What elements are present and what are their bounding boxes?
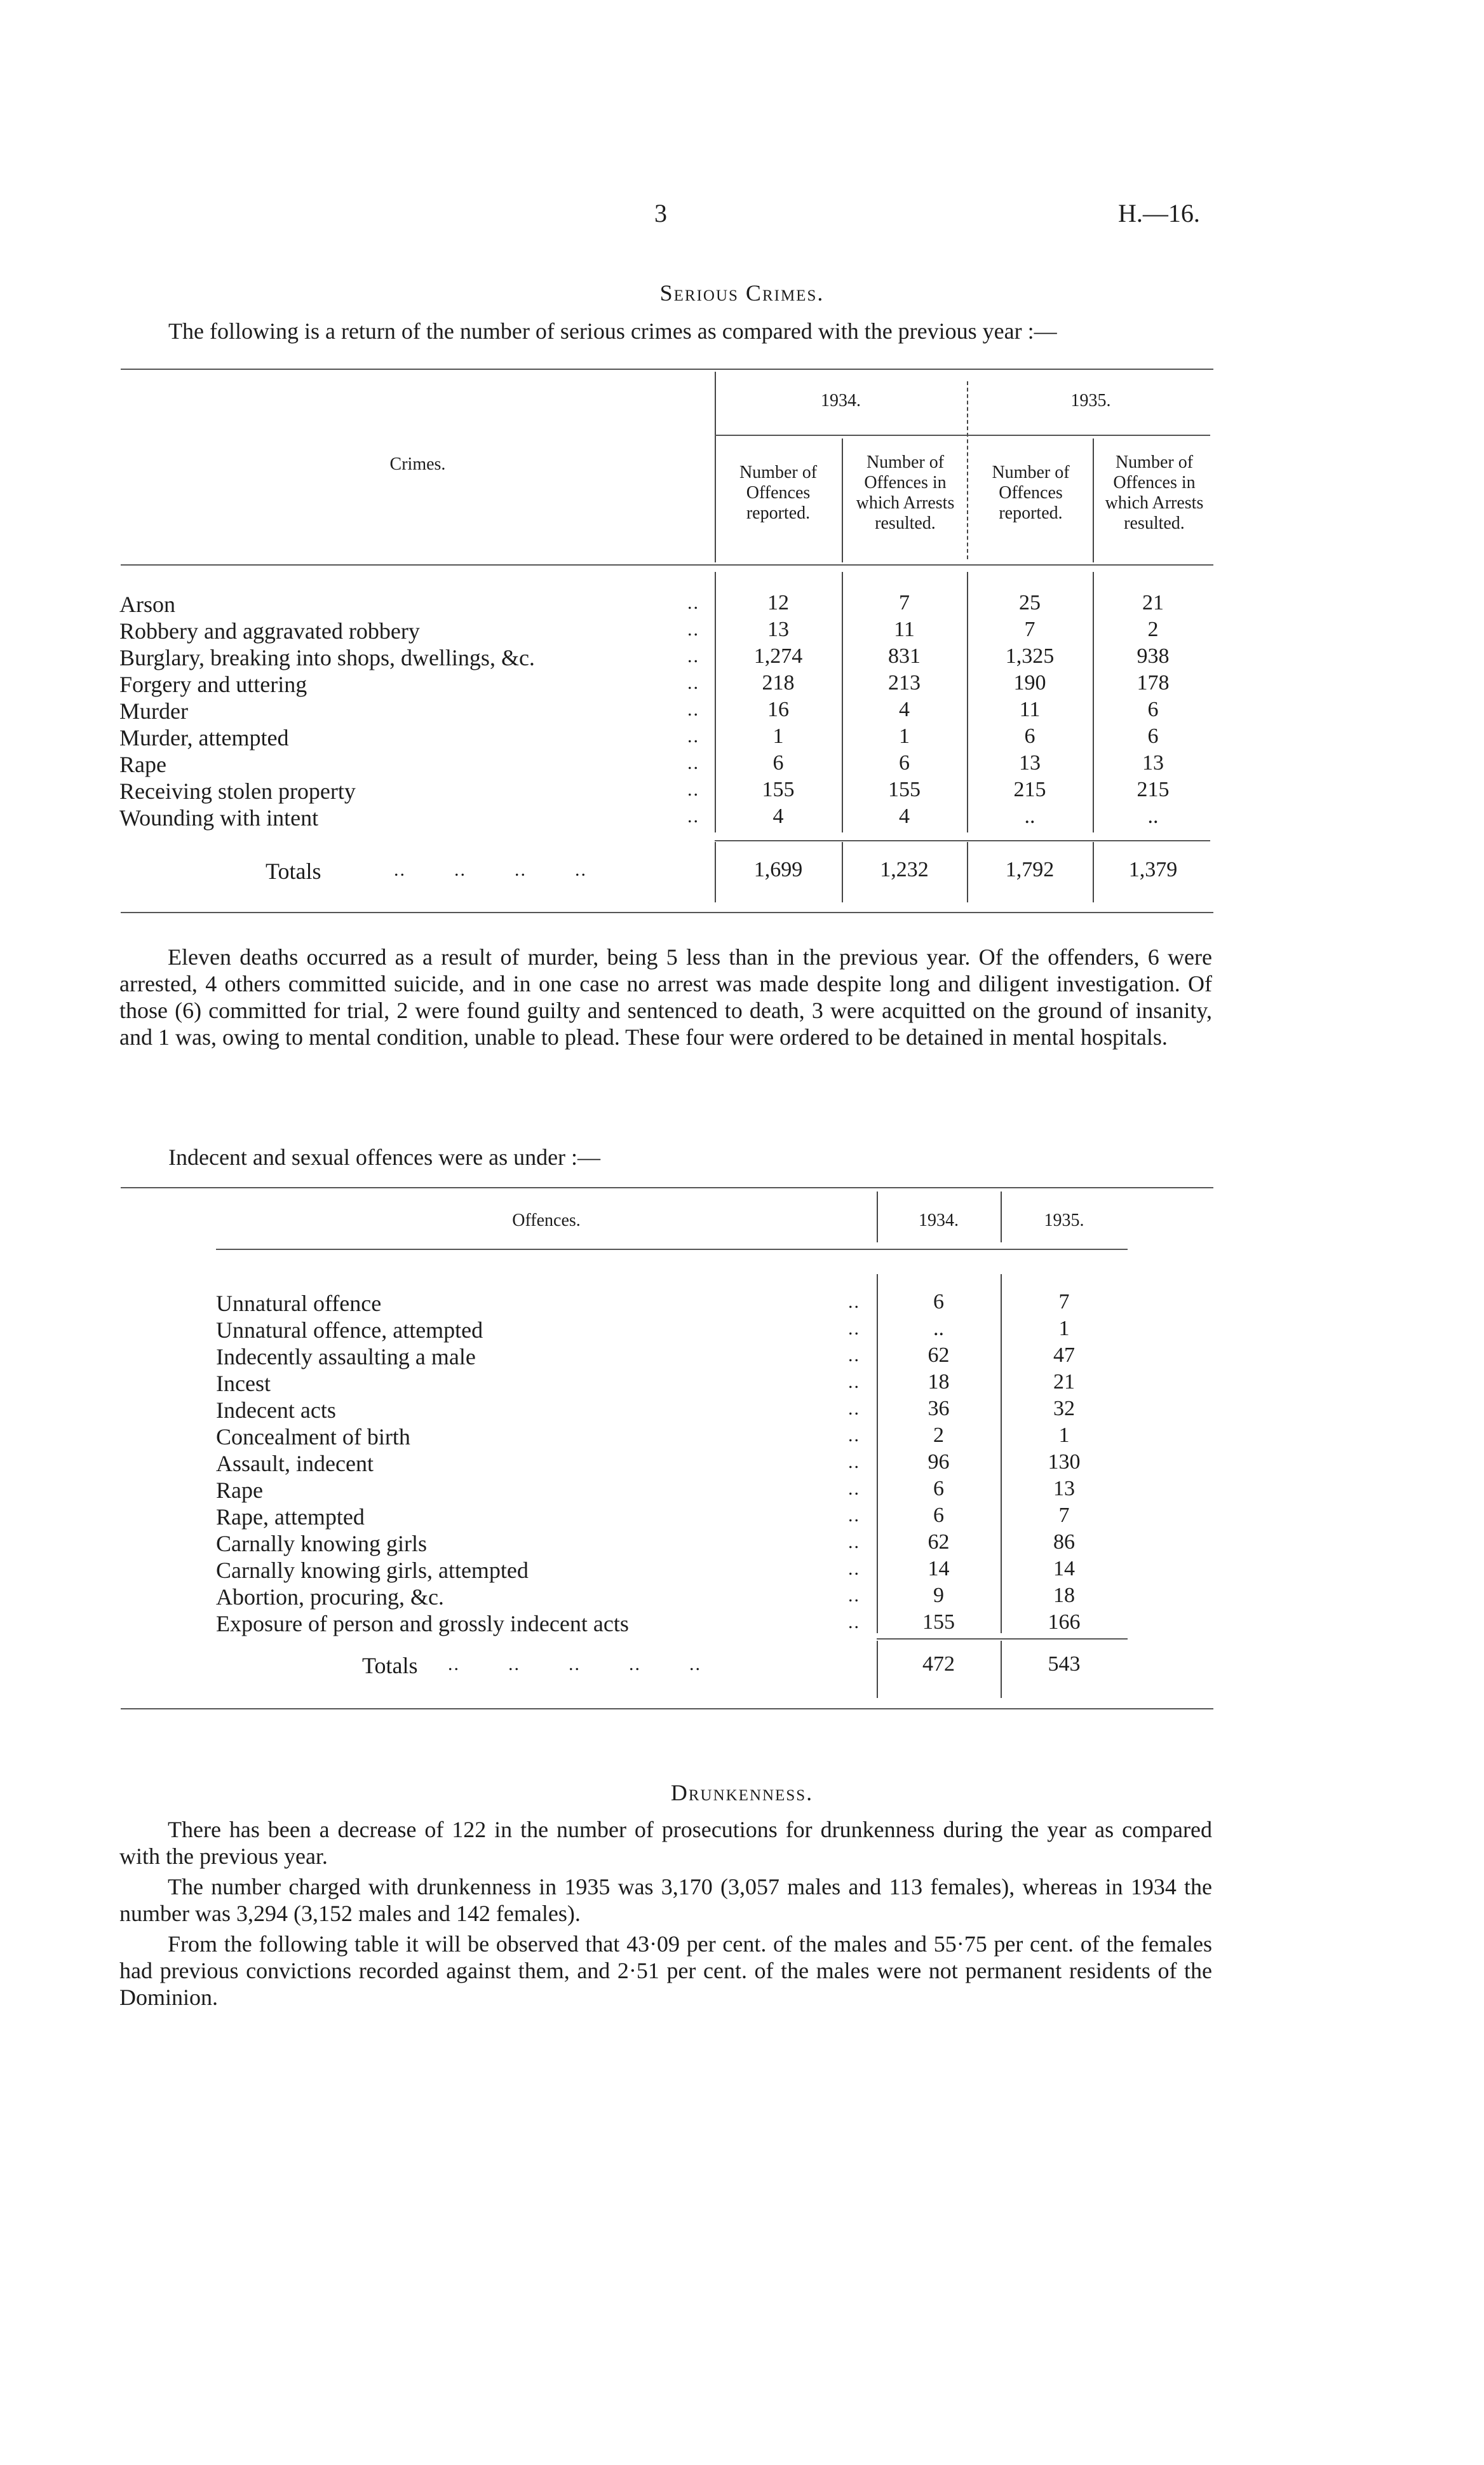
crime-label: Murder [119,698,188,724]
leader-dots: .. [848,1478,860,1499]
crime-value: 190 [1013,671,1046,695]
crime-value: 11 [1019,698,1041,721]
col-header-reported-1934: Number of Offences reported. [739,463,818,523]
crime-value: 6 [772,751,784,775]
offence-value: 6 [933,1504,944,1527]
col-header-1935: 1935. [1044,1211,1084,1230]
leader-dots: .. [687,699,699,720]
crime-value: 4 [899,805,910,828]
year-rule [715,435,1210,436]
col-divider [877,1192,878,1242]
section-title-serious-crimes: Serious Crimes. [659,280,825,306]
drunkenness-paragraphs [119,1816,1212,2011]
table-top-rule [121,369,1213,370]
offence-value: 7 [1058,1504,1070,1527]
crime-label: Burglary, breaking into shops, dwellings, &c. [119,645,535,670]
crime-value: .. [1147,805,1159,828]
offence-label: Unnatural offence, attempted [216,1317,483,1343]
crime-value: 2 [1147,618,1159,641]
leader-dots: .. [687,726,699,747]
crime-value: 213 [888,671,921,695]
offence-value: 1 [1058,1317,1070,1340]
offence-value: 13 [1053,1477,1075,1500]
offence-label: Assault, indecent [216,1451,374,1476]
leader-dots: .. [848,1371,860,1392]
col-header-crimes: Crimes. [389,454,446,474]
total-value: 543 [1048,1652,1081,1676]
drunkenness-p3: From the following table it will be observed that 43·09 per cent. of the males and 55·75 per cent. of the females had previous convictions recorded against them, and 2·51 per cent. of the males were not permanent residents of the Dominion. [119,1931,1212,2010]
offence-value: 14 [1053,1557,1075,1580]
crime-value: 1 [772,724,784,748]
offence-value: 21 [1053,1370,1075,1394]
header-bottom-rule [216,1249,1128,1250]
offence-label: Indecently assaulting a male [216,1344,476,1369]
offence-label: Exposure of person and grossly indecent acts [216,1611,629,1636]
offence-value: 86 [1053,1530,1075,1554]
crime-value: 21 [1142,591,1164,615]
total-value: 472 [922,1652,955,1676]
offence-value: 62 [928,1530,950,1554]
crime-value: 16 [767,698,789,721]
crime-value: 13 [1019,751,1041,775]
crime-label: Arson [119,592,175,617]
crime-value: 215 [1013,778,1046,801]
totals-rule [715,840,1210,841]
crime-label: Rape [119,752,166,777]
leader-dots: .. [848,1398,860,1419]
offence-value: 18 [1053,1584,1075,1607]
table-top-rule [121,1187,1213,1188]
crime-value: 4 [772,805,784,828]
crime-value: 25 [1019,591,1041,615]
offence-label: Indecent acts [216,1397,336,1423]
offence-label: Concealment of birth [216,1424,410,1450]
offence-label: Abortion, procuring, &c. [216,1584,444,1610]
leader-dots: .. [687,646,699,667]
crime-value: 13 [767,618,789,641]
leader-dots: .. [848,1318,860,1339]
leader-dots: .. .. .. .. .. [448,1654,701,1674]
section-title-drunkenness: Drunkenness. [670,1780,814,1805]
offence-value: .. [933,1317,944,1340]
leader-dots: .. [687,752,699,773]
offence-value: 96 [928,1450,950,1474]
crime-value: .. [1024,805,1035,828]
leader-dots: .. [687,672,699,693]
page-number: 3 [654,199,667,227]
table-bottom-rule [121,912,1213,913]
crime-value: 7 [899,591,910,615]
murder-paragraph: Eleven deaths occurred as a result of murder, being 5 less than in the previous year. Of the offenders, 6 were arrested, 4 others committed suicide, and in one case no arrest was made despite long and diligent investigation. Of those (6) committed for trial, 2 were found guilty and sentenced to death, 3 were acquitted on the ground of insanity, and 1 was, owing to mental condition, unable to plead. These four were ordered to be detained in mental hospitals. [119,944,1212,1050]
leader-dots: .. [848,1505,860,1526]
offence-label: Rape [216,1477,263,1503]
crime-value: 178 [1137,671,1170,695]
total-value: 1,232 [880,858,929,881]
leader-dots: .. [687,779,699,800]
serious-intro: The following is a return of the number of serious crimes as compared with the previous year :— [168,318,1057,344]
crime-value: 6 [1147,724,1159,748]
offence-value: 1 [1058,1423,1070,1447]
crime-value: 155 [888,778,921,801]
col-header-arrests-1934: Number of Offences in which Arrests resulted. [856,452,955,533]
leader-dots: .. [848,1451,860,1472]
leader-dots: .. [848,1612,860,1633]
crime-value: 1 [899,724,910,748]
offence-value: 47 [1053,1343,1075,1367]
leader-dots: .. [848,1531,860,1552]
col-header-offences: Offences. [512,1211,581,1230]
offence-value: 36 [928,1397,950,1420]
total-value: 1,699 [753,858,803,881]
drunkenness-p1: There has been a decrease of 122 in the number of prosecutions for drunkenness during the year as compared with the previous year. [119,1817,1212,1869]
offence-label: Carnally knowing girls [216,1531,427,1556]
totals-label: Totals [266,859,321,884]
col-header-1934: 1934. [919,1211,959,1230]
col-divider [1001,1192,1002,1242]
crime-value: 215 [1137,778,1170,801]
leader-dots: .. [848,1585,860,1606]
leader-dots: .. [687,806,699,827]
offence-value: 130 [1048,1450,1081,1474]
offence-label: Carnally knowing girls, attempted [216,1558,529,1583]
col-header-1934: 1934. [821,391,861,411]
leader-dots: .. [848,1558,860,1579]
offence-value: 155 [922,1610,955,1634]
leader-dots: .. [848,1345,860,1366]
offence-value: 2 [933,1423,944,1447]
total-value: 1,379 [1128,858,1178,881]
crime-value: 6 [1024,724,1035,748]
header-bottom-rule [121,564,1213,566]
offence-value: 9 [933,1584,944,1607]
offence-value: 32 [1053,1397,1075,1420]
crime-value: 6 [1147,698,1159,721]
offence-value: 14 [928,1557,950,1580]
crime-label: Forgery and uttering [119,672,307,697]
drunkenness-p2: The number charged with drunkenness in 1935 was 3,170 (3,057 males and 113 females), whereas in 1934 the number was 3,294 (3,152 males and 142 females). [119,1874,1212,1926]
crime-value: 6 [899,751,910,775]
crime-label: Murder, attempted [119,725,289,750]
total-value: 1,792 [1005,858,1055,881]
offence-label: Incest [216,1371,271,1396]
leader-dots: .. [848,1291,860,1312]
table-bottom-rule [121,1708,1213,1709]
totals-label: Totals [362,1653,418,1678]
offence-value: 166 [1048,1610,1081,1634]
offence-value: 6 [933,1290,944,1314]
leader-dots: .. [687,592,699,613]
col-header-1935: 1935. [1070,391,1111,411]
crime-value: 1,274 [753,644,803,668]
offence-value: 62 [928,1343,950,1367]
crime-value: 13 [1142,751,1164,775]
crime-label: Receiving stolen property [119,778,356,804]
offence-value: 6 [933,1477,944,1500]
crime-value: 7 [1024,618,1035,641]
col-header-arrests-1935: Number of Offences in which Arrests resulted. [1105,452,1204,533]
crime-value: 938 [1137,644,1170,668]
crime-value: 12 [767,591,789,615]
leader-dots: .. .. .. .. [394,859,587,880]
crime-value: 218 [762,671,795,695]
crime-value: 11 [894,618,915,641]
crime-value: 831 [888,644,921,668]
offence-value: 7 [1058,1290,1070,1314]
offence-label: Rape, attempted [216,1504,365,1530]
crime-value: 155 [762,778,795,801]
leader-dots: .. [848,1425,860,1446]
col-header-reported-1935: Number of Offences reported. [992,463,1070,523]
offence-value: 18 [928,1370,950,1394]
crime-value: 4 [899,698,910,721]
crime-label: Robbery and aggravated robbery [119,618,420,644]
crime-value: 1,325 [1005,644,1055,668]
crime-label: Wounding with intent [119,805,319,831]
offence-label: Unnatural offence [216,1291,382,1316]
document-reference: H.—16. [1118,199,1200,227]
leader-dots: .. [687,619,699,640]
totals-rule [877,1638,1128,1640]
indecent-intro: Indecent and sexual offences were as under :— [168,1144,601,1170]
